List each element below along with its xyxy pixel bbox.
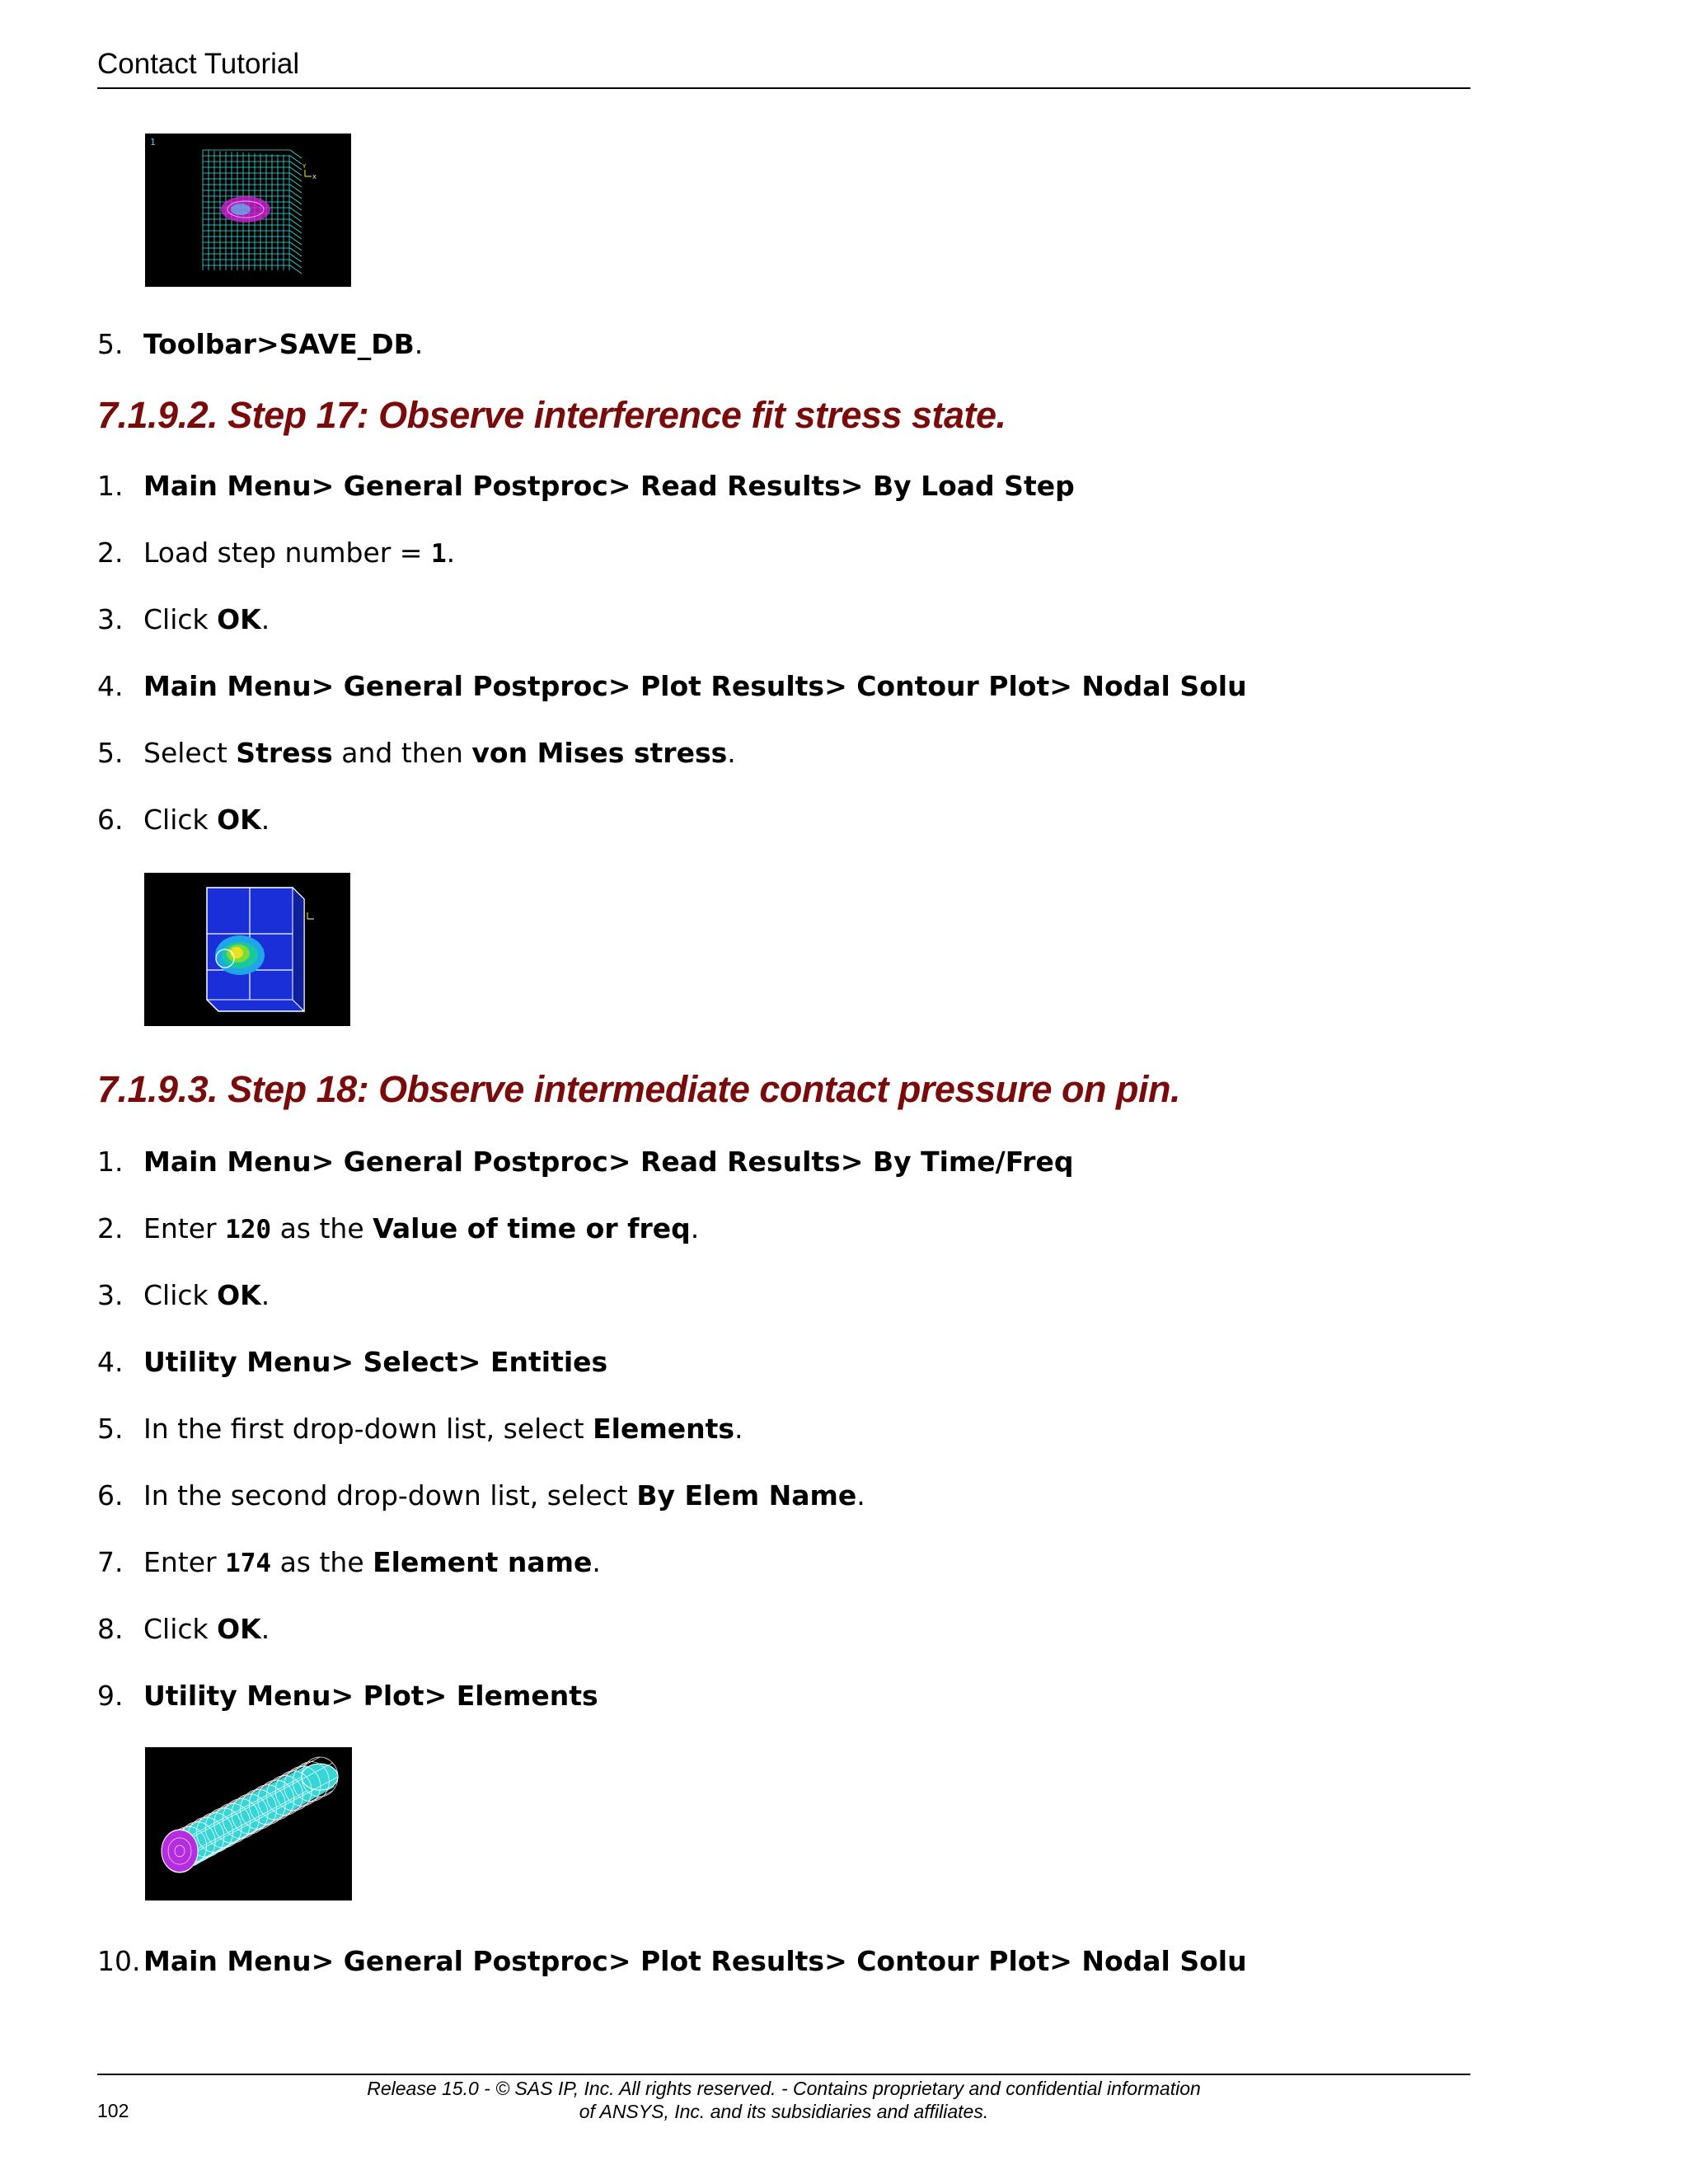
- step-number: 6.: [97, 804, 124, 836]
- footer-copyright: [97, 2077, 1470, 2123]
- figure-von-mises-plot: [144, 873, 350, 1026]
- step-text: .: [727, 737, 736, 769]
- step-item: [97, 1212, 699, 1246]
- step-number: 1.: [97, 470, 124, 502]
- step-item: [97, 1945, 1247, 1978]
- von-mises-image: [144, 873, 350, 1026]
- step-bold-text: Utility Menu> Plot> Elements: [143, 1680, 598, 1712]
- step-item: [97, 1546, 601, 1580]
- section-title-step-17: 7.1.9.2. Step 17: Observe interference fit stress state.: [97, 394, 1006, 436]
- step-number: 10.: [97, 1945, 141, 1977]
- pin-mesh-image: [145, 1747, 352, 1900]
- step-number: 5.: [97, 1413, 124, 1445]
- step-item: [97, 804, 270, 837]
- step-bold-text: Elements: [593, 1413, 735, 1445]
- step-number: 1.: [97, 1146, 124, 1178]
- step-item: [97, 1346, 607, 1379]
- step-item: [97, 670, 1247, 703]
- step-bold-text: Main Menu> General Postproc> Plot Results> Contour Plot> Nodal Solu: [143, 1945, 1247, 1977]
- step-text: In the first drop-down list, select: [143, 1413, 593, 1445]
- page-number: 102: [97, 2100, 129, 2121]
- mesh-block-image: [145, 134, 351, 287]
- step-item: [97, 1613, 270, 1646]
- step-text: .: [446, 537, 456, 569]
- figure-mesh-block: [145, 134, 351, 287]
- step-bold-text: OK: [217, 1279, 261, 1311]
- step-bold-text: von Mises stress: [471, 737, 728, 769]
- step-number: 2.: [97, 537, 124, 569]
- step-text: Enter: [143, 1212, 226, 1244]
- step-bold-text: OK: [217, 1613, 261, 1645]
- step-item: [97, 537, 455, 570]
- step-item: [97, 1680, 598, 1713]
- step-number: 3.: [97, 603, 124, 635]
- step-text: as the: [271, 1212, 373, 1244]
- step-text: Enter: [143, 1546, 226, 1578]
- step-number: 4.: [97, 670, 124, 702]
- step-text: In the second drop-down list, select: [143, 1479, 637, 1511]
- step-text: .: [592, 1546, 601, 1578]
- step-bold-text: Value of time or freq: [373, 1212, 691, 1244]
- pin-mesh: [221, 196, 270, 223]
- step-item: [97, 328, 423, 361]
- step-text: Click: [143, 1279, 218, 1311]
- section-title-step-18: 7.1.9.3. Step 18: Observe intermediate contact pressure on pin.: [97, 1068, 1180, 1110]
- step-bold-text: Main Menu> General Postproc> Plot Results> Contour Plot> Nodal Solu: [143, 670, 1247, 702]
- step-number: 8.: [97, 1613, 124, 1645]
- step-bold-text: Toolbar>SAVE_DB: [143, 328, 415, 360]
- step-number: 2.: [97, 1212, 124, 1244]
- step-text: .: [260, 603, 270, 635]
- step-bold-text: Main Menu> General Postproc> Read Results> By Time/Freq: [143, 1146, 1074, 1178]
- figure-pin-mesh: [145, 1747, 352, 1900]
- step-number: 6.: [97, 1479, 124, 1511]
- step-item: [97, 1413, 743, 1446]
- figure-number-label: 1: [150, 137, 156, 148]
- pin-cylinder: [162, 1757, 338, 1872]
- step-bold-text: OK: [217, 603, 261, 635]
- step-text: .: [260, 1613, 270, 1645]
- step-text: Load step number =: [143, 537, 431, 569]
- step-text: Select: [143, 737, 237, 769]
- stress-contour: [215, 935, 265, 975]
- header-title: Contact Tutorial: [97, 48, 300, 80]
- step-item: [97, 1146, 1073, 1179]
- step-text: as the: [271, 1546, 373, 1578]
- footer-line-1: Release 15.0 - © SAS IP, Inc. All rights reserved. - Contains proprietary and confidential information: [367, 2078, 1201, 2099]
- svg-text:Y: Y: [302, 163, 307, 170]
- step-number: 9.: [97, 1680, 124, 1712]
- coordinate-triad-icon: [302, 163, 316, 180]
- step-number: 5.: [97, 737, 124, 769]
- step-bold-text: OK: [217, 804, 261, 836]
- step-text: .: [260, 1279, 270, 1311]
- step-text: .: [690, 1212, 700, 1244]
- step-code-value: 174: [225, 1549, 272, 1578]
- step-bold-text: Stress: [236, 737, 333, 769]
- step-code-value: 1: [430, 539, 447, 569]
- step-item: [97, 737, 736, 770]
- step-item: [97, 603, 270, 636]
- step-bold-text: Element name: [373, 1546, 593, 1578]
- step-text: and then: [332, 737, 472, 769]
- step-number: 3.: [97, 1279, 124, 1311]
- step-number: 5.: [97, 328, 124, 360]
- step-item: [97, 1279, 270, 1312]
- page-header: [97, 45, 1470, 89]
- step-number: 4.: [97, 1346, 124, 1378]
- step-text: .: [856, 1479, 865, 1511]
- coordinate-triad-icon: [307, 912, 314, 919]
- step-text: Click: [143, 603, 218, 635]
- step-number: 7.: [97, 1546, 124, 1578]
- step-item: [97, 1479, 865, 1512]
- step-text: .: [260, 804, 270, 836]
- step-bold-text: Main Menu> General Postproc> Read Results> By Load Step: [143, 470, 1075, 502]
- step-bold-text: By Elem Name: [636, 1479, 857, 1511]
- step-text: .: [734, 1413, 743, 1445]
- svg-text:X: X: [312, 174, 316, 180]
- step-code-value: 120: [225, 1215, 272, 1244]
- footer-line-2: of ANSYS, Inc. and its subsidiaries and affiliates.: [579, 2101, 989, 2122]
- step-text: Click: [143, 804, 218, 836]
- step-text: .: [414, 328, 424, 360]
- step-bold-text: Utility Menu> Select> Entities: [143, 1346, 608, 1378]
- footer-rule: [97, 2074, 1470, 2075]
- step-item: [97, 470, 1075, 503]
- step-text: Click: [143, 1613, 218, 1645]
